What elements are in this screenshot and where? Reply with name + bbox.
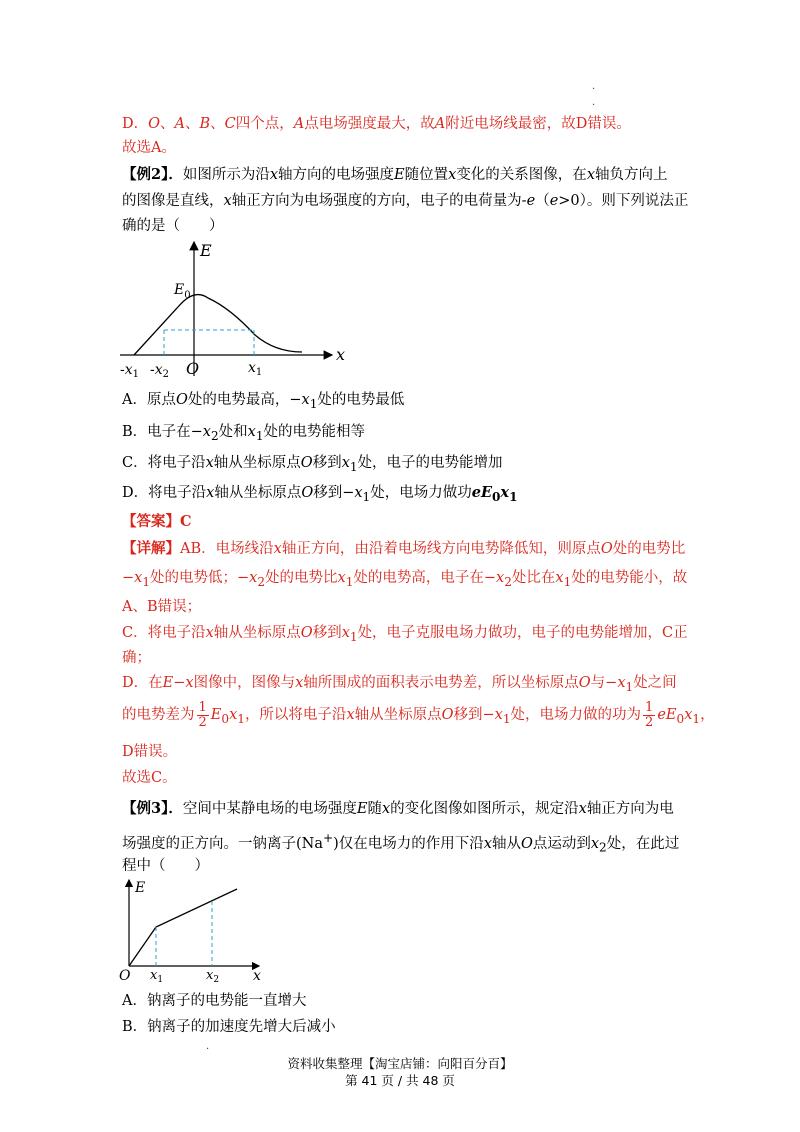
example2-e-curve (134, 295, 302, 355)
example2-option-d: D．将电子沿x轴从坐标原点O移到$-x_1$处，电场力做功$eE_0x_1$ (122, 484, 518, 504)
example2-detail-c-line1: C．将电子沿x轴从坐标原点O移到$x_1$处，电子克服电场力做功，电子的电势能增加，C正 (122, 625, 688, 644)
fraction-half: $\frac{1}{2}$ (645, 699, 654, 730)
example3-stem-line3: 程中（ ） (122, 858, 209, 874)
example3-e-line (129, 889, 237, 966)
example3-e-x-graph (115, 876, 275, 984)
fraction-half: $\frac{1}{2}$ (198, 699, 207, 730)
example3-stem-line1: 【例3】．空间中某静电场的电场强度E随x的变化图像如图所示，规定沿x轴正方向为电 (122, 800, 674, 817)
example3-origin-label: O (119, 968, 131, 984)
example2-answer: 【答案】C (122, 513, 192, 530)
example2-tag: 【例2】． (122, 166, 183, 183)
example2-neg-x1-label: $-x_1$ (120, 362, 140, 380)
scan-dot: · (206, 1044, 210, 1055)
example2-y-label: E (200, 241, 212, 260)
example3-y-label: E (135, 880, 146, 896)
example2-option-b: B．电子在$-x_2$处和$x_1$处的电势能相等 (122, 424, 366, 443)
example2-stem-line1: 【例2】．如图所示为沿x轴方向的电场强度E随位置x变化的关系图像，在x轴负方向上 (122, 166, 668, 183)
example2-detail-d-line1: D．在E−x图像中，图像与x轴所围成的面积表示电势差，所以坐标原点O与$-x_1$处之间 (122, 675, 677, 694)
example2-option-c: C．将电子沿x轴从坐标原点O移到$x_1$处，电子的电势能增加 (122, 455, 503, 474)
example2-detail-ab-line1: 【详解】AB．电场线沿x轴正方向，由沿着电场线方向电势降低知，则原点O处的电势比 (122, 540, 686, 557)
example2-stem-line2: 的图像是直线，x轴正方向为电场强度的方向，电子的电荷量为-e（e>0）。则下列说法正 (122, 193, 689, 209)
example2-detail-ab-line2: $-x_1$处的电势低；$-x_2$处的电势比$x_1$处的电势高，电子在$-x_2$处比在$x_1$处的电势能小，故 (122, 570, 688, 589)
example2-detail-d-line3: D错误。 (122, 744, 178, 760)
example3-stem-line2: 场强度的正方向。一钠离子(Na+)仅在电场力的作用下沿x轴从O点运动到$x_2$处，在此过 (122, 831, 680, 855)
scan-dot: · (592, 84, 596, 95)
example2-neg-x2-label: $-x_2$ (150, 362, 170, 380)
example2-x-label: x (336, 345, 346, 364)
example3-x1-label: $x_1$ (150, 968, 164, 984)
footer-source: 资料收集整理【淘宝店铺：向阳百分百】 (287, 1056, 513, 1071)
example2-origin-label: O (186, 359, 200, 378)
scan-dot: · (592, 100, 596, 111)
prev-conclusion: 故选A。 (122, 140, 176, 156)
example2-option-a: A．原点O处的电势最高，$-x_1$处的电势最低 (122, 392, 405, 411)
example2-conclusion: 故选C。 (122, 770, 177, 786)
example2-detail-ab-line3: A、B错误； (122, 599, 202, 615)
example2-e0-label: $E_0$ (174, 282, 191, 301)
prev-option-d-explanation: D．O、A、B、C四个点，A点电场强度最大，故A附近电场线最密，故D错误。 (122, 116, 631, 132)
example3-option-a: A．钠离子的电势能一直增大 (122, 993, 307, 1009)
example2-stem-line3: 确的是（ ） (122, 218, 224, 234)
example2-detail-c-line2: 确； (122, 650, 151, 666)
example2-e-x-graph (110, 236, 350, 380)
example3-tag: 【例3】． (122, 800, 183, 817)
example3-x-label: x (253, 968, 261, 984)
example3-x2-label: $x_2$ (206, 968, 220, 984)
example2-detail-d-line2: 的电势差为 $\frac{1}{2}$ $E_0x_1$，所以将电子沿x轴从坐标原点O移到$-x_1$处，电场力做的功为 $\frac{1}{2}$ $eE_0x_1$， (122, 699, 715, 730)
example2-x1-label: $x_1$ (248, 360, 263, 378)
footer-page-number: 第 41 页 / 共 48 页 (345, 1073, 455, 1088)
example3-option-b: B．钠离子的加速度先增大后减小 (122, 1019, 336, 1035)
